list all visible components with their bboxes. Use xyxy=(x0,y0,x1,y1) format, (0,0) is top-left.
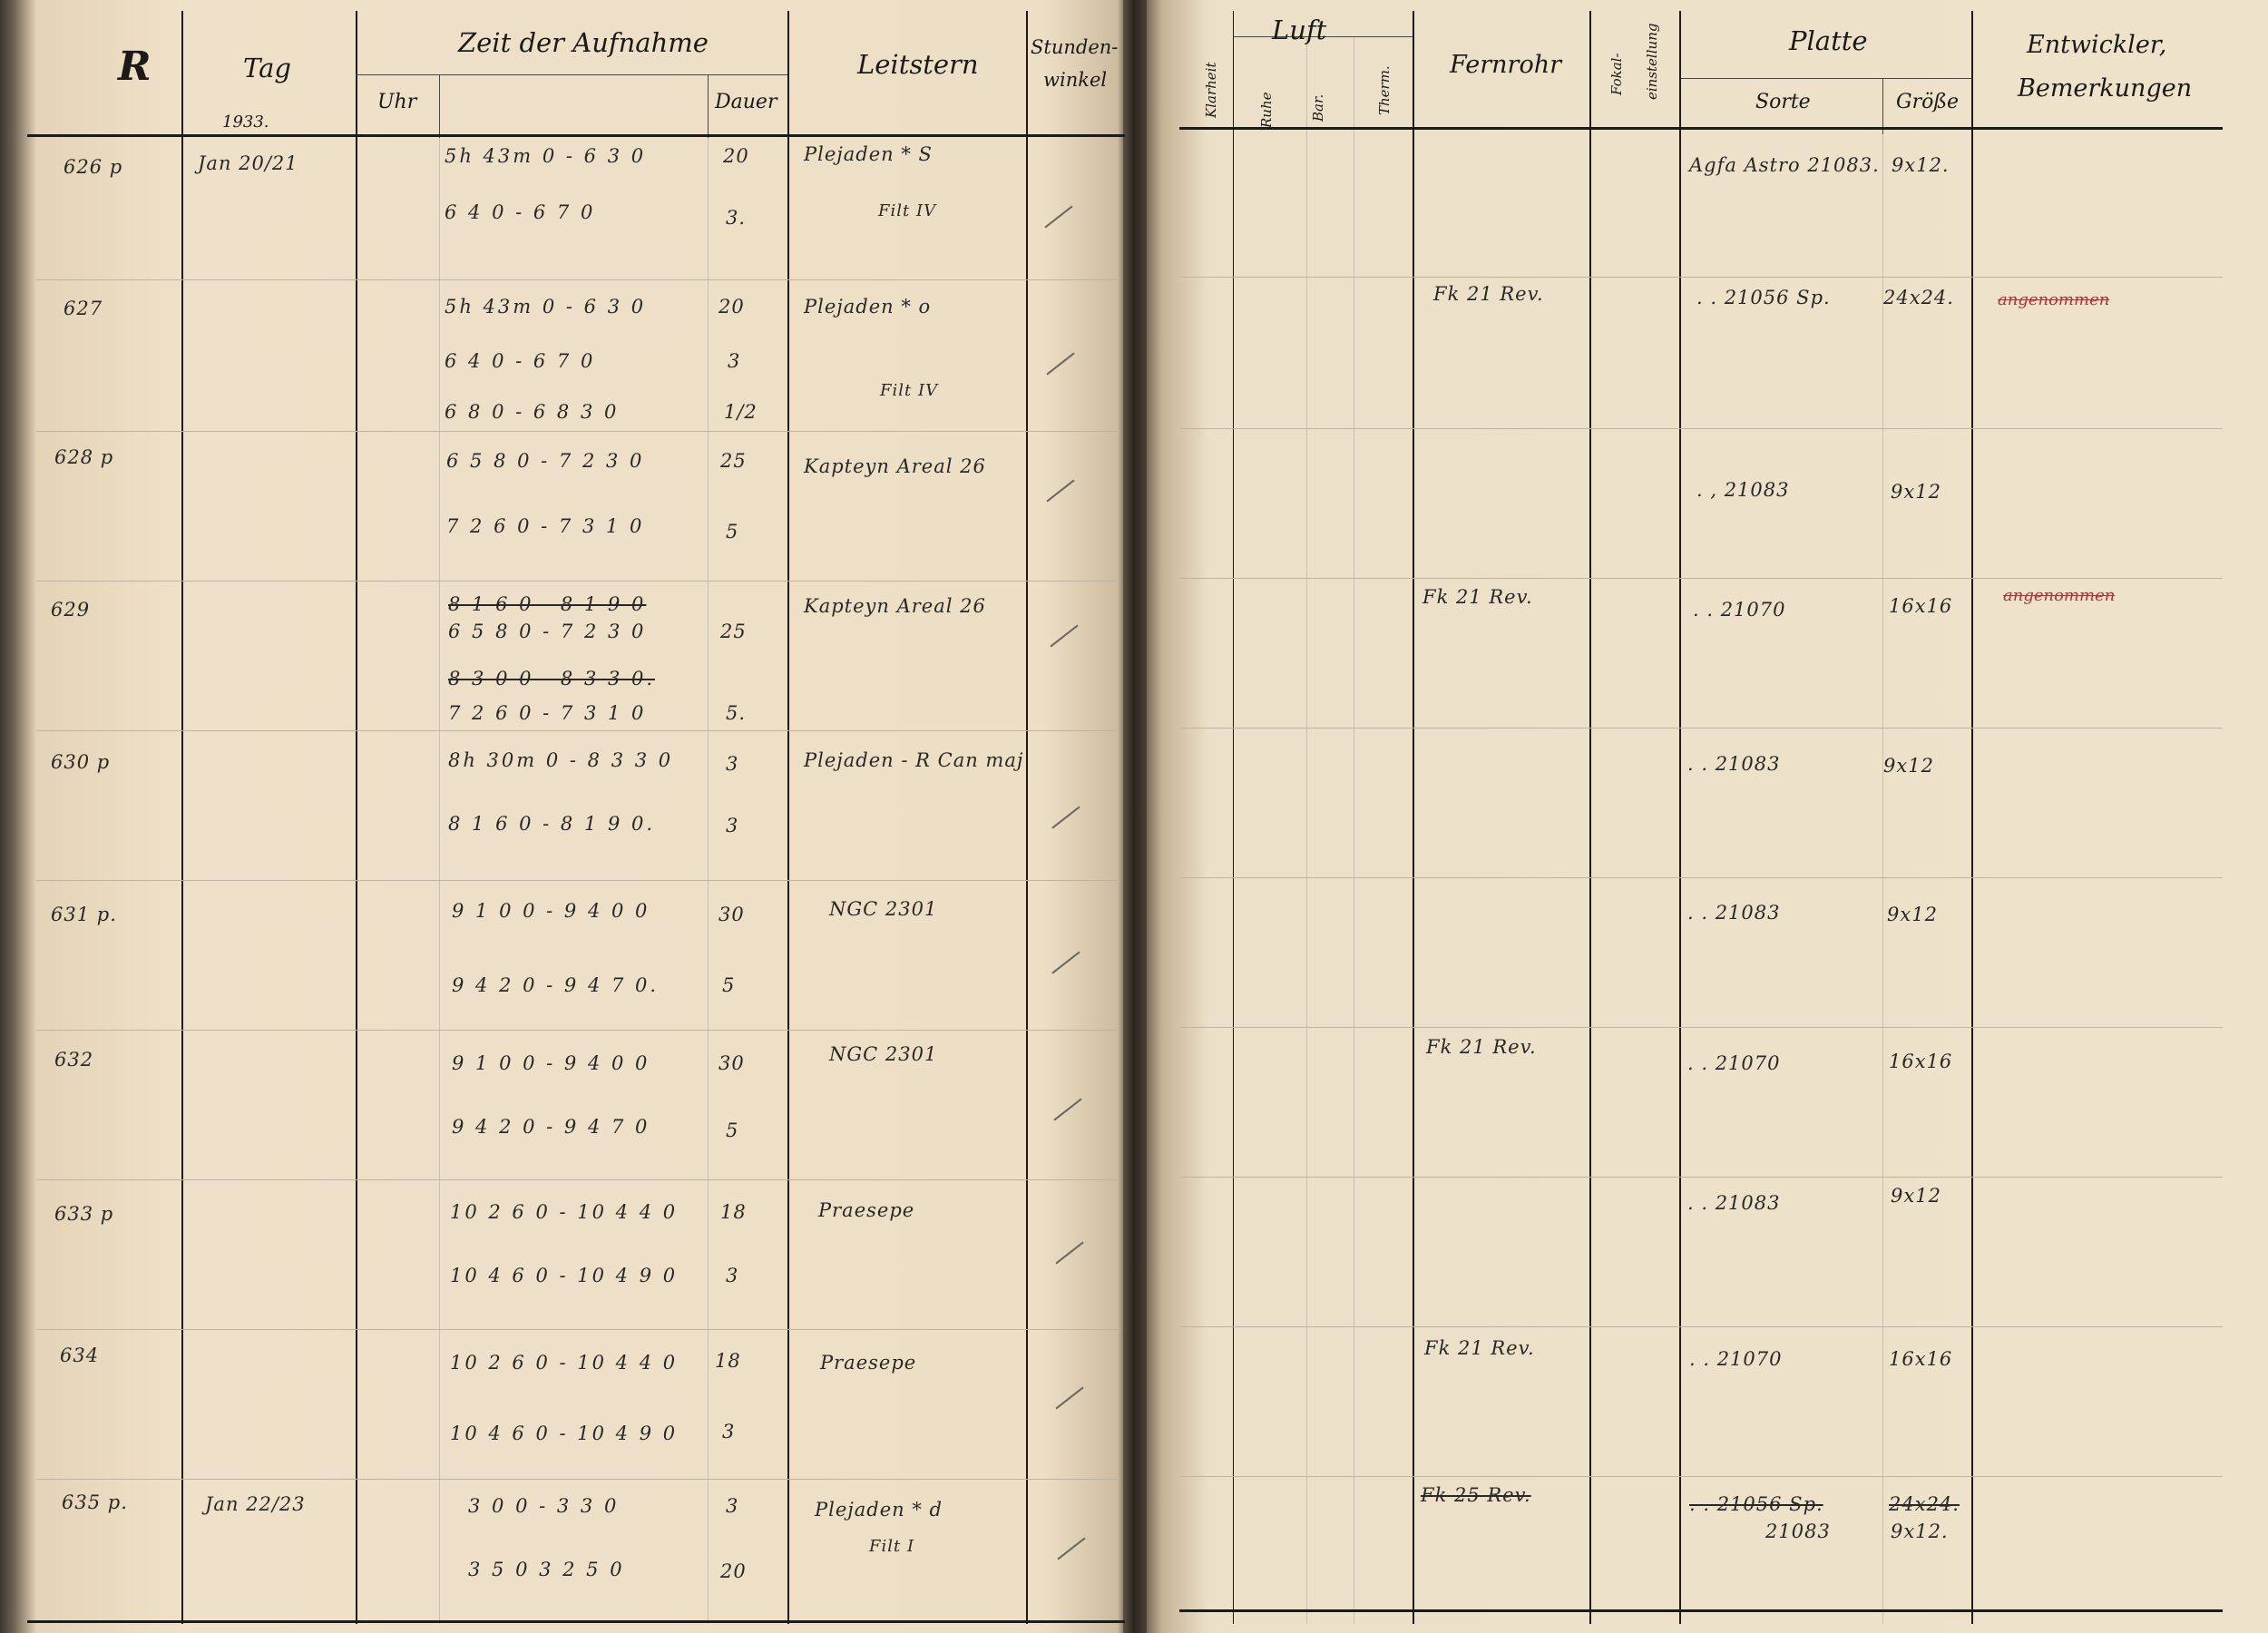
entry-sorte: . . 21070 xyxy=(1693,599,1786,621)
book-gutter xyxy=(1123,0,1147,1633)
entry-filter: Filt IV xyxy=(880,381,939,400)
entry-dauer: 3 xyxy=(726,1265,739,1286)
header-uhr: Uhr xyxy=(377,91,417,113)
entry-dauer: 5 xyxy=(726,521,739,543)
entry-r: 630 p xyxy=(51,751,111,773)
entry-sorte: . . 21083 xyxy=(1687,1192,1781,1214)
entry-sorte: 21083 xyxy=(1765,1521,1831,1542)
entry-dauer: 5 xyxy=(722,974,736,996)
entry-leitstern: Plejaden - R Can maj xyxy=(804,749,1024,771)
entry-zeit: 9 1 0 0 - 9 4 0 0 xyxy=(452,1052,650,1074)
entry-sorte: . . 21056 Sp. xyxy=(1696,287,1831,308)
entry-r: 632 xyxy=(54,1049,94,1071)
entry-zeit: 5h 43m 0 - 6 3 0 xyxy=(445,145,647,167)
entry-sorte: Agfa Astro 21083. xyxy=(1689,154,1880,176)
entry-r: 635 p. xyxy=(62,1491,128,1513)
entry-leitstern: NGC 2301 xyxy=(829,1043,938,1065)
entry-groesse: 16x16 xyxy=(1889,595,1953,617)
header-bemerkungen: Bemerkungen xyxy=(2018,74,2193,103)
entry-bemerkung: angenommen xyxy=(1998,290,2110,309)
entry-dauer: 30 xyxy=(719,1052,745,1074)
header-groesse: Größe xyxy=(1896,91,1960,113)
entry-filter: Filt I xyxy=(869,1537,915,1556)
header-platte: Platte xyxy=(1789,25,1868,56)
entry-dauer: 20 xyxy=(723,145,749,167)
entry-groesse: 24x24. xyxy=(1889,1493,1960,1515)
entry-fernrohr: Fk 21 Rev. xyxy=(1426,1036,1537,1058)
header-tag: Tag xyxy=(243,53,291,83)
entry-zeit: 7 2 6 0 - 7 3 1 0 xyxy=(446,515,645,537)
entry-dauer: 1/2 xyxy=(724,401,758,423)
entry-zeit: 3 5 0 3 2 5 0 xyxy=(468,1559,625,1580)
header-entwickler: Entwickler, xyxy=(2027,31,2167,59)
entry-filter: Filt IV xyxy=(878,201,937,220)
entry-leitstern: Praesepe xyxy=(818,1199,915,1221)
entry-zeit: 6 8 0 - 6 8 3 0 xyxy=(445,401,620,423)
entry-dauer: 3 xyxy=(722,1421,736,1442)
header-therm: Therm. xyxy=(1376,65,1393,115)
entry-fernrohr: Fk 21 Rev. xyxy=(1433,283,1544,305)
entry-dauer: 3 xyxy=(726,815,739,836)
entry-groesse: 9x12. xyxy=(1891,1521,1949,1542)
header-luft: Luft xyxy=(1272,15,1327,45)
entry-dauer: 18 xyxy=(715,1350,741,1372)
entry-leitstern: Kapteyn Areal 26 xyxy=(804,595,986,617)
entry-sorte: . , 21083 xyxy=(1696,479,1790,501)
entry-tag: Jan 22/23 xyxy=(205,1493,306,1515)
header-r: R xyxy=(118,44,152,90)
entry-bemerkung: angenommen xyxy=(2003,586,2116,605)
entry-leitstern: Plejaden * d xyxy=(815,1499,943,1521)
entry-zeit: 6 4 0 - 6 7 0 xyxy=(445,201,596,223)
entry-dauer: 5 xyxy=(726,1120,739,1141)
entry-sorte: . . 21056 Sp. xyxy=(1689,1493,1823,1515)
entry-sorte: . . 21083 xyxy=(1687,753,1781,775)
entry-dauer: 30 xyxy=(719,904,745,925)
entry-groesse: 9x12 xyxy=(1883,755,1934,777)
entry-zeit: 7 2 6 0 - 7 3 1 0 xyxy=(448,702,647,724)
entry-groesse: 9x12. xyxy=(1892,154,1950,176)
header-dauer: Dauer xyxy=(715,91,777,113)
entry-groesse: 9x12 xyxy=(1887,904,1938,925)
entry-r: 634 xyxy=(60,1345,100,1366)
header-ruhe: Ruhe xyxy=(1258,92,1275,128)
entry-fernrohr: Fk 25 Rev. xyxy=(1421,1484,1531,1506)
header-klarheit: Klarheit xyxy=(1203,62,1219,118)
header-bar: Bar. xyxy=(1310,93,1326,122)
entry-r: 627 xyxy=(64,298,103,319)
entry-dauer: 25 xyxy=(720,450,747,472)
entry-sorte: . . 21083 xyxy=(1687,902,1781,924)
entry-tag: Jan 20/21 xyxy=(198,152,298,174)
entry-dauer: 3 xyxy=(728,350,741,372)
entry-zeit-struck: 8 3 0 0 - 8 3 3 0. xyxy=(448,668,656,689)
entry-r: 626 p xyxy=(64,156,123,178)
entry-groesse: 9x12 xyxy=(1891,481,1941,503)
header-stundenwinkel-1: Stunden- xyxy=(1031,36,1119,58)
header-zeit: Zeit der Aufnahme xyxy=(458,27,709,58)
entry-zeit-struck: 8 1 6 0 - 8 1 9 0 xyxy=(448,593,647,615)
entry-r: 633 p xyxy=(54,1203,114,1225)
entry-zeit: 5h 43m 0 - 6 3 0 xyxy=(445,296,647,318)
header-year: 1933. xyxy=(222,112,269,132)
entry-zeit: 10 4 6 0 - 10 4 9 0 xyxy=(450,1265,679,1286)
entry-dauer: 18 xyxy=(720,1201,747,1223)
entry-groesse: 24x24. xyxy=(1883,287,1954,308)
entry-leitstern: Plejaden * S xyxy=(804,143,933,165)
entry-zeit: 9 4 2 0 - 9 4 7 0 xyxy=(452,1116,650,1138)
header-einstellung: einstellung xyxy=(1644,23,1660,100)
entry-groesse: 9x12 xyxy=(1891,1185,1941,1207)
entry-fernrohr: Fk 21 Rev. xyxy=(1422,586,1533,608)
entry-dauer: 20 xyxy=(720,1560,747,1582)
entry-leitstern: NGC 2301 xyxy=(829,898,938,920)
header-fokal: Fokal- xyxy=(1608,53,1625,95)
entry-leitstern: Kapteyn Areal 26 xyxy=(804,455,986,477)
entry-groesse: 16x16 xyxy=(1889,1348,1953,1370)
entry-dauer: 20 xyxy=(719,296,745,318)
entry-zeit: 10 2 6 0 - 10 4 4 0 xyxy=(450,1201,679,1223)
entry-zeit: 10 2 6 0 - 10 4 4 0 xyxy=(450,1352,679,1374)
entry-leitstern: Plejaden * o xyxy=(804,296,932,318)
entry-sorte: . . 21070 xyxy=(1689,1348,1783,1370)
entry-fernrohr: Fk 21 Rev. xyxy=(1424,1337,1535,1359)
entry-dauer: 5. xyxy=(726,702,747,724)
right-page xyxy=(1145,0,2268,1633)
entry-dauer: 3. xyxy=(726,207,747,229)
header-sorte: Sorte xyxy=(1755,91,1811,113)
entry-r: 629 xyxy=(51,599,91,621)
entry-zeit: 6 4 0 - 6 7 0 xyxy=(445,350,596,372)
entry-zeit: 9 4 2 0 - 9 4 7 0. xyxy=(452,974,660,996)
header-leitstern: Leitstern xyxy=(857,49,979,80)
entry-r: 631 p. xyxy=(51,904,117,925)
header-fernrohr: Fernrohr xyxy=(1450,51,1561,79)
entry-zeit: 6 5 8 0 - 7 2 3 0 xyxy=(446,450,645,472)
entry-dauer: 3 xyxy=(726,1495,739,1517)
header-stundenwinkel-2: winkel xyxy=(1043,69,1108,91)
entry-zeit: 8h 30m 0 - 8 3 3 0 xyxy=(448,749,674,771)
entry-zeit: 6 5 8 0 - 7 2 3 0 xyxy=(448,621,647,642)
entry-dauer: 3 xyxy=(726,753,739,775)
entry-zeit: 9 1 0 0 - 9 4 0 0 xyxy=(452,900,650,922)
entry-zeit: 3 0 0 - 3 3 0 xyxy=(468,1495,620,1517)
entry-r: 628 p xyxy=(54,446,114,468)
entry-groesse: 16x16 xyxy=(1889,1051,1953,1072)
entry-dauer: 25 xyxy=(720,621,747,642)
entry-zeit: 8 1 6 0 - 8 1 9 0. xyxy=(448,813,656,835)
entry-sorte: . . 21070 xyxy=(1687,1052,1781,1074)
entry-zeit: 10 4 6 0 - 10 4 9 0 xyxy=(450,1423,679,1444)
entry-leitstern: Praesepe xyxy=(820,1352,917,1374)
